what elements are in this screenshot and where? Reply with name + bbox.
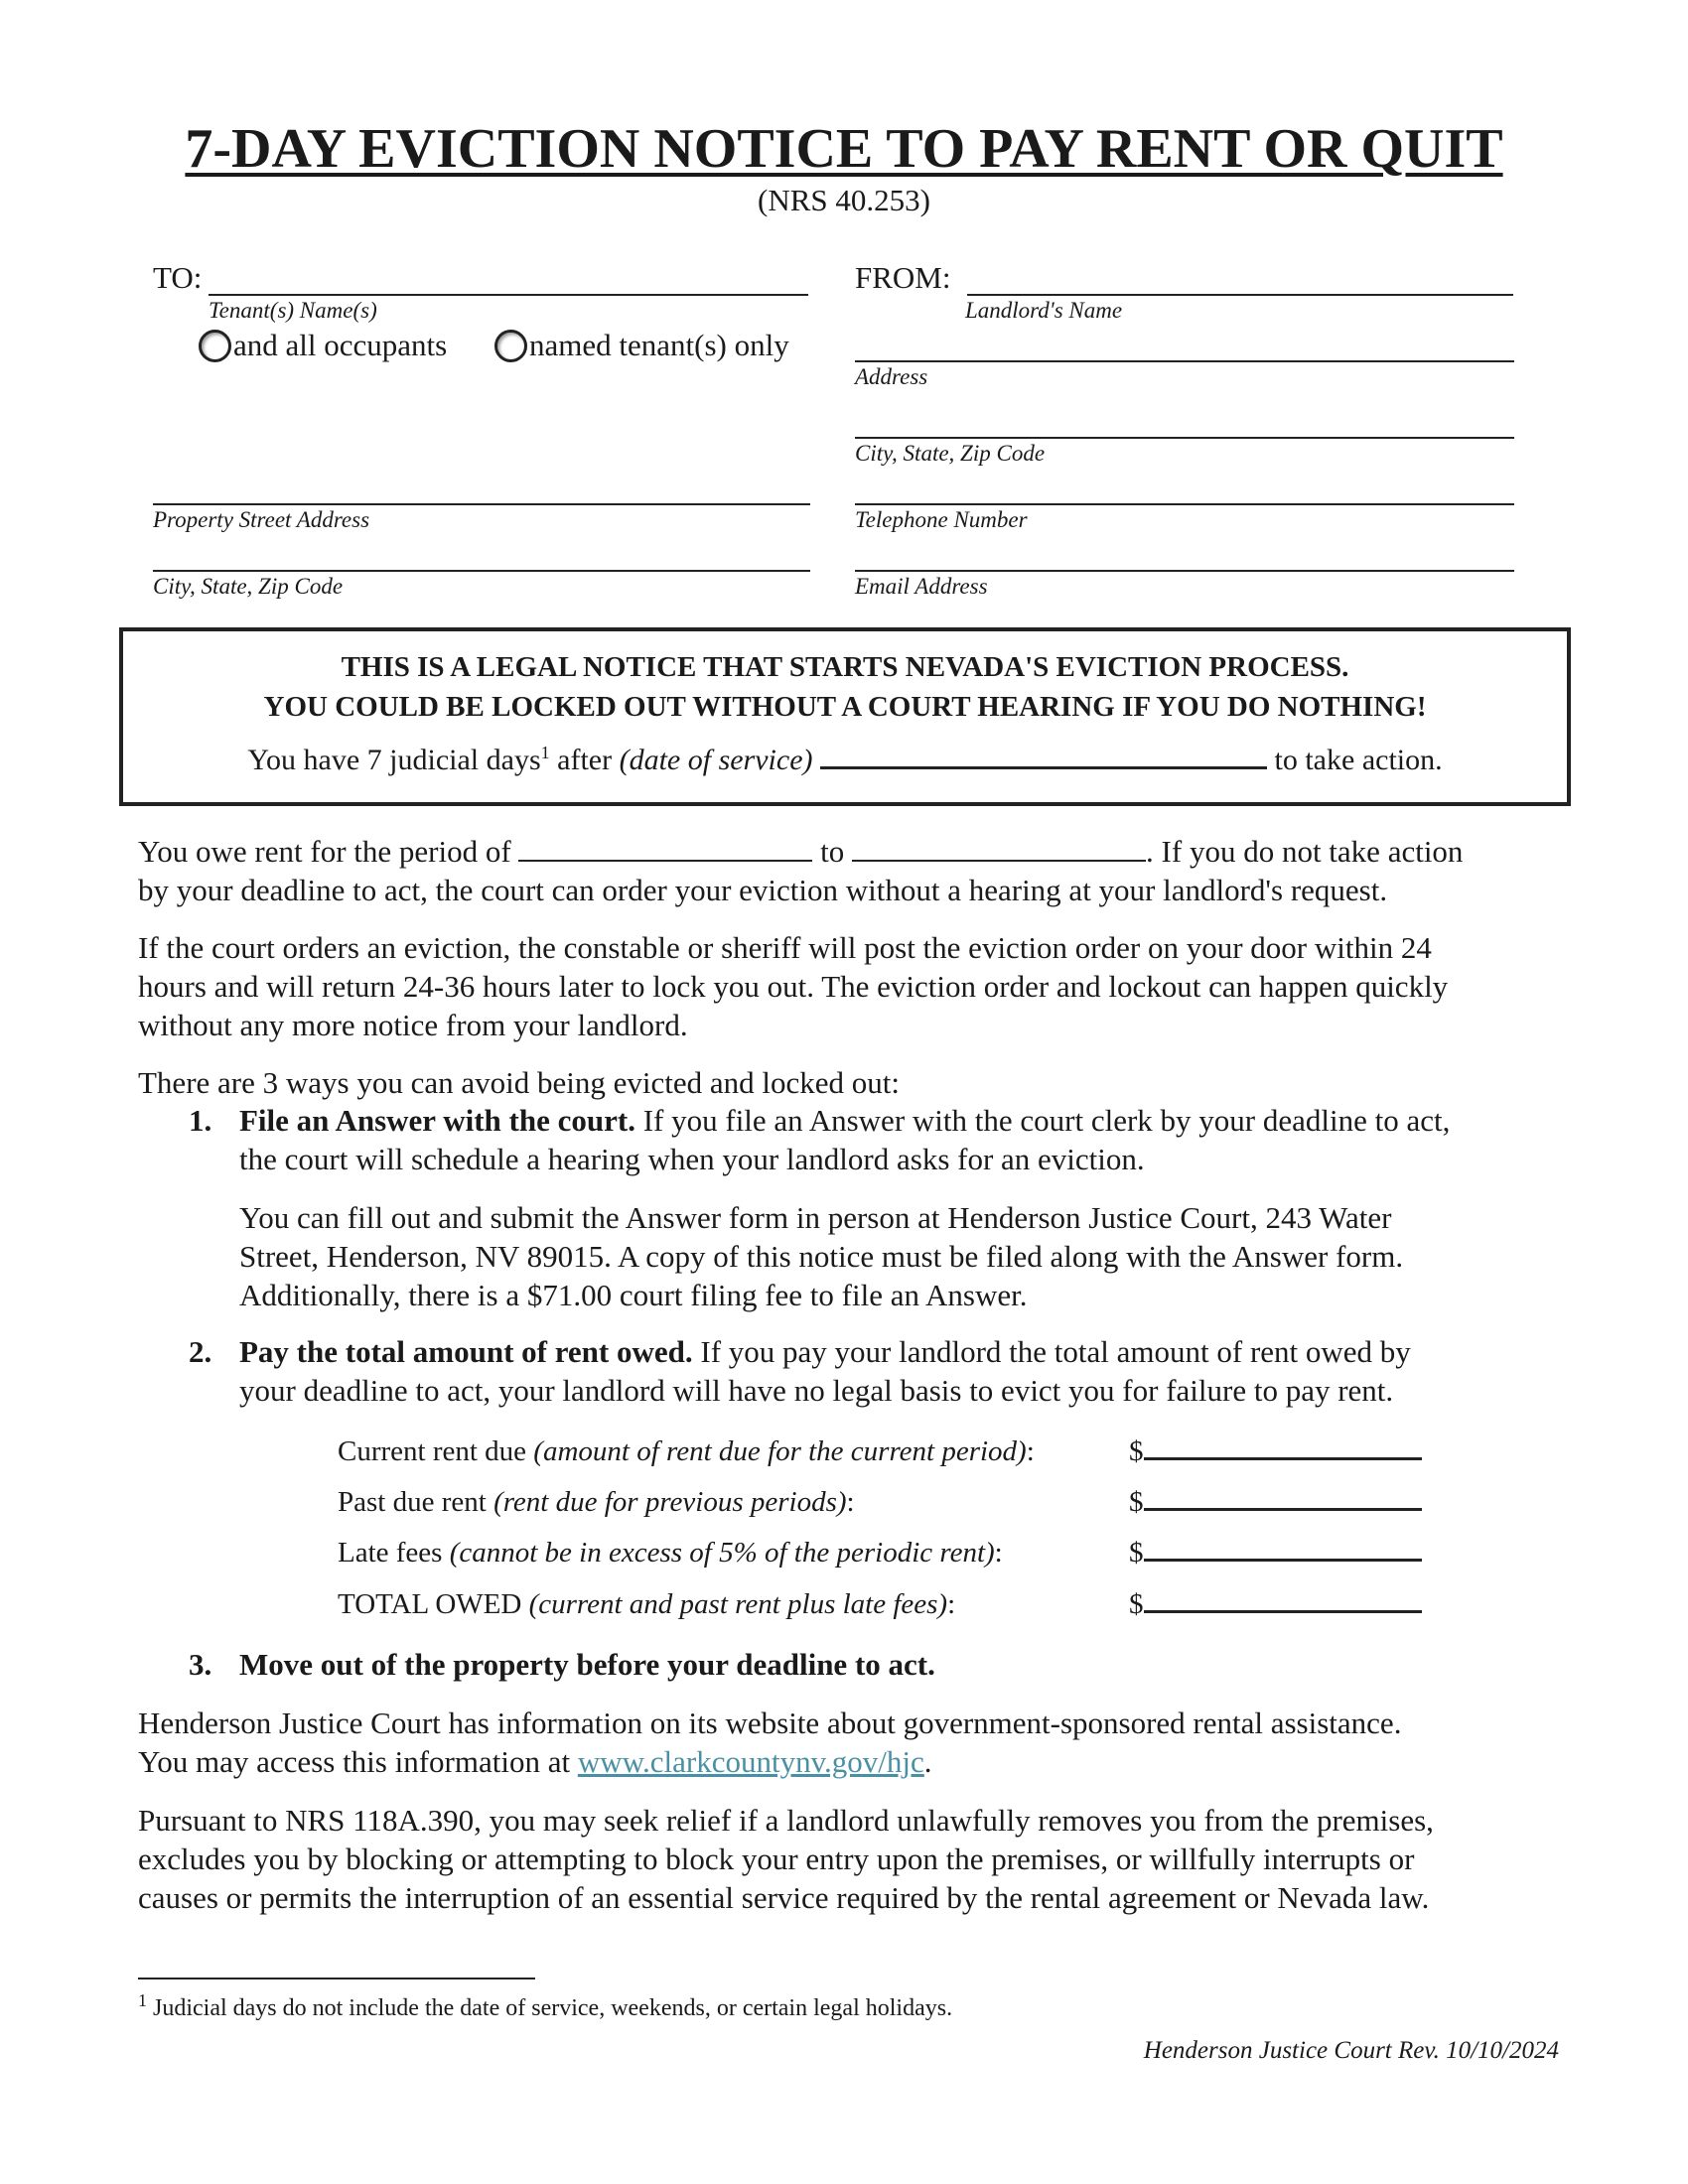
- fee-amount: [1129, 1435, 1422, 1468]
- landlord-name-caption: Landlord's Name: [965, 298, 1123, 323]
- named-tenants-label: named tenant(s) only: [529, 328, 789, 362]
- notice-action-line: [123, 743, 1567, 777]
- item1-p2-line3: Additionally, there is a $71.00 court filing fee to file an Answer.: [239, 1278, 1028, 1312]
- item1-p2-line2: Street, Henderson, NV 89015. A copy of this notice must be filed along with the Answer form.: [239, 1239, 1404, 1274]
- item2-heading: Pay the total amount of rent owed.: [239, 1334, 693, 1369]
- fee-colon: :: [947, 1588, 956, 1620]
- legal-notice-box: [119, 627, 1571, 806]
- item3-heading: Move out of the property before your deadline to act.: [239, 1647, 935, 1682]
- fee-colon: :: [994, 1537, 1003, 1569]
- tenant-name-caption: Tenant(s) Name(s): [209, 298, 377, 323]
- property-address-caption: Property Street Address: [153, 507, 370, 532]
- landlord-email-field[interactable]: [855, 570, 1514, 572]
- tenant-city-caption: City, State, Zip Code: [153, 574, 344, 599]
- item1-line1: If you file an Answer with the court clerk by your deadline to act,: [634, 1103, 1451, 1138]
- option-2-pay-rent: [0, 1332, 1688, 1412]
- fee-note: (cannot be in excess of 5% of the periodic rent): [449, 1537, 995, 1569]
- footnote-ref: 1: [540, 743, 550, 762]
- tenant-city-field[interactable]: [153, 570, 810, 572]
- landlord-phone-caption: Telephone Number: [855, 507, 1028, 532]
- owe-rent-paragraph: [138, 832, 1568, 909]
- landlord-address-caption: Address: [855, 364, 928, 389]
- fee-amount: [1129, 1486, 1422, 1519]
- p2-line3: without any more notice from your landlord.: [138, 1008, 688, 1042]
- currency-symbol: $: [1129, 1486, 1144, 1518]
- all-occupants-option[interactable]: [199, 328, 447, 363]
- period-start-field[interactable]: [518, 860, 812, 862]
- fee-note: (rent due for previous periods): [493, 1486, 847, 1518]
- owe-text-line2: by your deadline to act, the court can order your eviction without a hearing at your landlord's request.: [138, 873, 1388, 907]
- all-occupants-label: and all occupants: [233, 328, 448, 362]
- currency-symbol: $: [1129, 1588, 1144, 1620]
- item1-number: 1.: [189, 1103, 212, 1138]
- fee-row: [338, 1435, 1035, 1468]
- currency-symbol: $: [1129, 1537, 1144, 1569]
- fee-amount-field[interactable]: [1144, 1457, 1422, 1460]
- notice-heading-2: YOU COULD BE LOCKED OUT WITHOUT A COURT HEARING IF YOU DO NOTHING!: [263, 691, 1427, 723]
- fee-colon: :: [1026, 1435, 1035, 1467]
- fee-row: [338, 1486, 855, 1519]
- landlord-email-caption: Email Address: [855, 574, 988, 599]
- p2-line2: hours and will return 24-36 hours later to lock you out. The eviction order and lockout can happen quickly: [138, 969, 1449, 1004]
- fee-note: (current and past rent plus late fees): [528, 1588, 948, 1620]
- option-3-move-out: [0, 1645, 1688, 1685]
- action-post: to take action.: [1267, 744, 1443, 776]
- fee-row: [338, 1537, 1003, 1570]
- relief-paragraph: [138, 1801, 1568, 1917]
- fee-label: Current rent due: [338, 1435, 534, 1467]
- fee-label: Past due rent: [338, 1486, 494, 1518]
- fee-colon: :: [846, 1486, 855, 1518]
- item1-line2: the court will schedule a hearing when your landlord asks for an eviction.: [239, 1142, 1145, 1176]
- named-tenants-option[interactable]: [494, 328, 789, 363]
- from-label: FROM:: [855, 260, 951, 295]
- landlord-city-field[interactable]: [855, 437, 1514, 439]
- footnote: [138, 1990, 952, 2022]
- fee-amount: [1129, 1537, 1422, 1570]
- period-end-field[interactable]: [852, 860, 1146, 862]
- fee-row: [338, 1588, 955, 1621]
- assist-line1: Henderson Justice Court has information on its website about government-sponsored rental assistance.: [138, 1706, 1402, 1740]
- fee-amount-field[interactable]: [1144, 1508, 1422, 1511]
- page-title: 7-DAY EVICTION NOTICE TO PAY RENT OR QUIT: [185, 118, 1503, 180]
- rental-assistance-paragraph: [138, 1704, 1568, 1781]
- p2-line1: If the court orders an eviction, the constable or sheriff will post the eviction order on your door within 24: [138, 930, 1432, 965]
- landlord-address-field[interactable]: [855, 360, 1514, 362]
- relief-line2: excludes you by blocking or attempting to block your entry upon the premises, or willfully interrupts or: [138, 1842, 1415, 1876]
- fee-label: TOTAL OWED: [338, 1588, 529, 1620]
- statute-reference: (NRS 40.253): [758, 183, 930, 217]
- fee-note: (amount of rent due for the current period): [533, 1435, 1027, 1467]
- fee-amount-field[interactable]: [1144, 1610, 1422, 1613]
- to-label: TO:: [153, 260, 203, 295]
- landlord-phone-field[interactable]: [855, 503, 1514, 505]
- item3-number: 3.: [189, 1647, 212, 1682]
- footnote-divider: [138, 1978, 535, 1979]
- relief-line3: causes or permits the interruption of an essential service required by the rental agreement or Nevada law.: [138, 1880, 1430, 1915]
- fee-amount: [1129, 1588, 1422, 1621]
- currency-symbol: $: [1129, 1435, 1144, 1467]
- footnote-marker: 1: [138, 1990, 147, 2010]
- item1-heading: File an Answer with the court.: [239, 1103, 635, 1138]
- landlord-name-field[interactable]: [967, 294, 1513, 296]
- footnote-text: Judicial days do not include the date of service, weekends, or certain legal holidays.: [147, 1995, 953, 2021]
- radio-all-occupants[interactable]: [199, 330, 231, 362]
- item2-line1: If you pay your landlord the total amount of rent owed by: [692, 1334, 1411, 1369]
- property-address-field[interactable]: [153, 503, 810, 505]
- assist-period: .: [923, 1744, 932, 1779]
- item1-p2-line1: You can fill out and submit the Answer form in person at Henderson Justice Court, 243 Water: [239, 1200, 1392, 1235]
- action-after: after: [549, 744, 620, 776]
- assist-line2: You may access this information at: [138, 1744, 578, 1779]
- option-1-file-answer: [0, 1101, 1688, 1180]
- fee-label: Late fees: [338, 1537, 450, 1569]
- owe-text-c: . If you do not take action: [1146, 834, 1464, 869]
- revision-footer: Henderson Justice Court Rev. 10/10/2024: [1143, 2037, 1559, 2064]
- fee-amount-field[interactable]: [1144, 1559, 1422, 1562]
- owe-text-a: You owe rent for the period of: [138, 834, 519, 869]
- relief-line1: Pursuant to NRS 118A.390, you may seek relief if a landlord unlawfully removes you from the premises,: [138, 1803, 1434, 1838]
- radio-named-tenants[interactable]: [494, 330, 527, 362]
- court-website-link[interactable]: www.clarkcountynv.gov/hjc: [577, 1744, 924, 1779]
- eviction-order-paragraph: [138, 928, 1568, 1044]
- owe-text-b: to: [812, 834, 853, 869]
- tenant-name-field[interactable]: [209, 294, 808, 296]
- ways-intro: There are 3 ways you can avoid being evicted and locked out:: [138, 1065, 900, 1100]
- date-of-service-label: (date of service): [619, 744, 813, 776]
- item2-line2: your deadline to act, your landlord will have no legal basis to evict you for failure to pay rent.: [239, 1373, 1394, 1408]
- date-of-service-field[interactable]: [820, 766, 1267, 769]
- answer-form-paragraph: [239, 1198, 1570, 1314]
- notice-heading-1: THIS IS A LEGAL NOTICE THAT STARTS NEVADA'S EVICTION PROCESS.: [341, 651, 1349, 683]
- landlord-city-caption: City, State, Zip Code: [855, 441, 1046, 466]
- item2-number: 2.: [189, 1334, 212, 1369]
- action-text: You have 7 judicial days: [247, 744, 541, 776]
